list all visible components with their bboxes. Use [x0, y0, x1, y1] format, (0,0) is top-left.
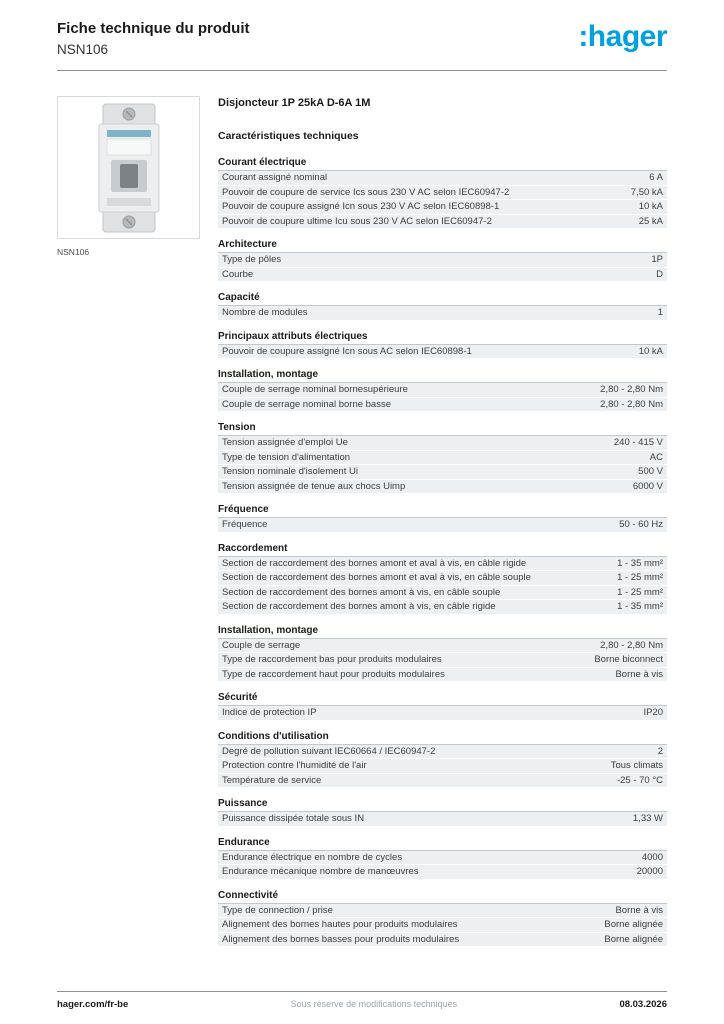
spec-row-label: Section de raccordement des bornes amont à vis, en câble rigide	[222, 601, 496, 612]
spec-row	[218, 706, 667, 721]
footer-date: 08.03.2026	[619, 999, 667, 1010]
spec-row-label: Alignement des bornes hautes pour produits modulaires	[222, 919, 458, 930]
spec-row-label: Type de connection / prise	[222, 904, 333, 916]
spec-row	[218, 171, 667, 186]
spec-row-label: Courbe	[222, 268, 254, 280]
footer-website-link[interactable]: hager.com/fr-be	[57, 999, 129, 1010]
spec-section	[218, 420, 667, 494]
spec-row	[218, 639, 667, 654]
spec-row	[218, 465, 667, 480]
spec-row-label: Fréquence	[222, 519, 268, 530]
spec-row-label: Nombre de modules	[222, 307, 308, 318]
spec-row-value: 1P	[651, 254, 663, 265]
spec-row-value: Borne à vis	[615, 904, 663, 916]
section-title: Conditions d'utilisation	[218, 729, 667, 745]
spec-row-label: Tension nominale d'isolement Ui	[222, 466, 358, 477]
spec-row	[218, 600, 667, 615]
spec-row-value: 6000 V	[632, 480, 663, 492]
spec-row-value: 6 A	[649, 172, 663, 183]
spec-row-label: Type de raccordement bas pour produits modulaires	[222, 654, 442, 665]
spec-row-value: 1	[657, 307, 663, 318]
spec-row	[218, 759, 667, 774]
product-image-frame	[57, 96, 200, 239]
section-title: Connectivité	[218, 888, 667, 904]
spec-row	[218, 557, 667, 572]
spec-row-value: -25 - 70 °C	[616, 774, 663, 786]
section-title: Endurance	[218, 835, 667, 851]
spec-row-value: 1 - 25 mm²	[617, 572, 663, 583]
spec-row	[218, 383, 667, 398]
spec-row-label: Section de raccordement des bornes amont et aval à vis, en câble souple	[222, 572, 531, 583]
spec-row-value: 240 - 415 V	[613, 437, 663, 448]
section-title: Sécurité	[218, 690, 667, 706]
spec-row-value: 4000	[641, 851, 663, 863]
spec-row	[218, 306, 667, 321]
spec-section	[218, 237, 667, 282]
spec-row-label: Section de raccordement des bornes amont et aval à vis, en câble rigide	[222, 557, 527, 569]
spec-row	[218, 200, 667, 215]
spec-sections	[218, 155, 667, 947]
spec-row-value: 10 kA	[638, 201, 663, 212]
spec-row-value: 1 - 25 mm²	[617, 586, 663, 598]
spec-row	[218, 653, 667, 668]
spec-section	[218, 888, 667, 948]
spec-section	[218, 502, 667, 533]
spec-row-value: Borne biconnect	[594, 654, 663, 665]
spec-row-value: 1,33 W	[632, 813, 663, 824]
page-footer	[57, 991, 667, 1010]
spec-row-label: Puissance dissipée totale sous IN	[222, 813, 365, 824]
spec-section	[218, 290, 667, 321]
document-title: Fiche technique du produit	[57, 20, 250, 37]
spec-row-value: 7,50 kA	[630, 186, 663, 198]
spec-row-label: Endurance mécanique nombre de manœuvres	[222, 866, 419, 877]
figure-caption: NSN106	[57, 247, 90, 257]
spec-row	[218, 851, 667, 866]
spec-row	[218, 518, 667, 533]
spec-row-label: Type de raccordement haut pour produits modulaires	[222, 668, 445, 680]
spec-row-label: Tension assignée d'emploi Ue	[222, 437, 348, 448]
spec-row-label: Tension assignée de tenue aux chocs Uimp	[222, 480, 406, 492]
spec-row	[218, 215, 667, 230]
section-title: Fréquence	[218, 502, 667, 518]
spec-row-value: Tous climats	[610, 760, 663, 771]
spec-section	[218, 623, 667, 683]
spec-row-label: Alignement des bornes basses pour produits modulaires	[222, 933, 460, 945]
product-title: Disjoncteur 1P 25kA D-6A 1M	[218, 97, 371, 109]
spec-row-value: 2,80 - 2,80 Nm	[600, 398, 663, 410]
spec-table	[218, 97, 667, 947]
spec-section	[218, 329, 667, 360]
spec-row-label: Indice de protection IP	[222, 707, 317, 718]
spec-row-value: 2,80 - 2,80 Nm	[600, 639, 663, 651]
spec-row-value: AC	[649, 451, 663, 463]
spec-row	[218, 253, 667, 268]
spec-section	[218, 541, 667, 615]
spec-row-label: Couple de serrage nominal borne basse	[222, 398, 391, 410]
spec-row-value: 1 - 35 mm²	[617, 601, 663, 612]
spec-row	[218, 904, 667, 919]
spec-row	[218, 812, 667, 827]
section-title: Capacité	[218, 290, 667, 306]
spec-row	[218, 918, 667, 933]
spec-row	[218, 268, 667, 283]
spec-section	[218, 155, 667, 229]
footer-disclaimer: Sous réserve de modifications techniques	[290, 999, 458, 1009]
spec-row-label: Température de service	[222, 774, 322, 786]
spec-row-value: Borne à vis	[615, 668, 663, 680]
spec-row-value: Borne alignée	[604, 919, 663, 930]
spec-row	[218, 186, 667, 201]
spec-row-label: Couple de serrage nominal bornesupérieure	[222, 384, 408, 395]
spec-row-value: 25 kA	[638, 215, 663, 227]
product-figure	[57, 96, 200, 257]
spec-row-label: Couple de serrage	[222, 639, 301, 651]
spec-row-label: Courant assigné nominal	[222, 172, 328, 183]
section-title: Tension	[218, 420, 667, 436]
spec-row	[218, 436, 667, 451]
section-title: Principaux attributs électriques	[218, 329, 667, 345]
spec-row-value: 500 V	[638, 466, 663, 477]
spec-row-label: Section de raccordement des bornes amont à vis, en câble souple	[222, 586, 501, 598]
section-title: Raccordement	[218, 541, 667, 557]
hager-logo: :hager	[578, 20, 667, 53]
spec-row	[218, 571, 667, 586]
spec-section	[218, 367, 667, 412]
section-title: Puissance	[218, 796, 667, 812]
spec-row-label: Degré de pollution suivant IEC60664 / IEC60947-2	[222, 745, 436, 757]
spec-row	[218, 480, 667, 495]
spec-row-label: Endurance électrique en nombre de cycles	[222, 851, 403, 863]
spec-row	[218, 933, 667, 948]
spec-section	[218, 796, 667, 827]
spec-row	[218, 398, 667, 413]
spec-row-label: Pouvoir de coupure assigné Icn sous 230 V AC selon IEC60898-1	[222, 201, 500, 212]
spec-row	[218, 668, 667, 683]
spec-section	[218, 690, 667, 721]
spec-row-label: Pouvoir de coupure assigné Icn sous AC selon IEC60898-1	[222, 345, 472, 357]
spec-row-value: Borne alignée	[604, 933, 663, 945]
spec-row-value: D	[656, 268, 663, 280]
spec-row-value: IP20	[643, 707, 663, 718]
spec-row	[218, 774, 667, 789]
spec-table-heading: Caractéristiques techniques	[218, 130, 359, 142]
spec-row-value: 20000	[636, 866, 663, 877]
spec-row	[218, 451, 667, 466]
section-title: Courant électrique	[218, 155, 667, 171]
spec-row-label: Type de pôles	[222, 254, 282, 265]
page-header	[57, 20, 667, 71]
spec-section	[218, 729, 667, 789]
spec-row	[218, 745, 667, 760]
spec-row	[218, 586, 667, 601]
section-title: Installation, montage	[218, 367, 667, 383]
product-reference: NSN106	[57, 41, 109, 57]
spec-row-label: Protection contre l'humidité de l'air	[222, 760, 367, 771]
spec-row	[218, 345, 667, 360]
spec-section	[218, 835, 667, 880]
section-title: Architecture	[218, 237, 667, 253]
section-title: Installation, montage	[218, 623, 667, 639]
spec-row-label: Pouvoir de coupure ultime Icu sous 230 V AC selon IEC60947-2	[222, 215, 492, 227]
spec-row-value: 2,80 - 2,80 Nm	[600, 384, 663, 395]
spec-row-value: 50 - 60 Hz	[619, 519, 663, 530]
spec-row-value: 10 kA	[638, 345, 663, 357]
spec-row	[218, 865, 667, 880]
product-image	[65, 102, 193, 234]
spec-row-label: Pouvoir de coupure de service Ics sous 230 V AC selon IEC60947-2	[222, 186, 510, 198]
spec-row-value: 2	[657, 745, 663, 757]
spec-row-label: Type de tension d'alimentation	[222, 451, 351, 463]
spec-row-value: 1 - 35 mm²	[617, 557, 663, 569]
